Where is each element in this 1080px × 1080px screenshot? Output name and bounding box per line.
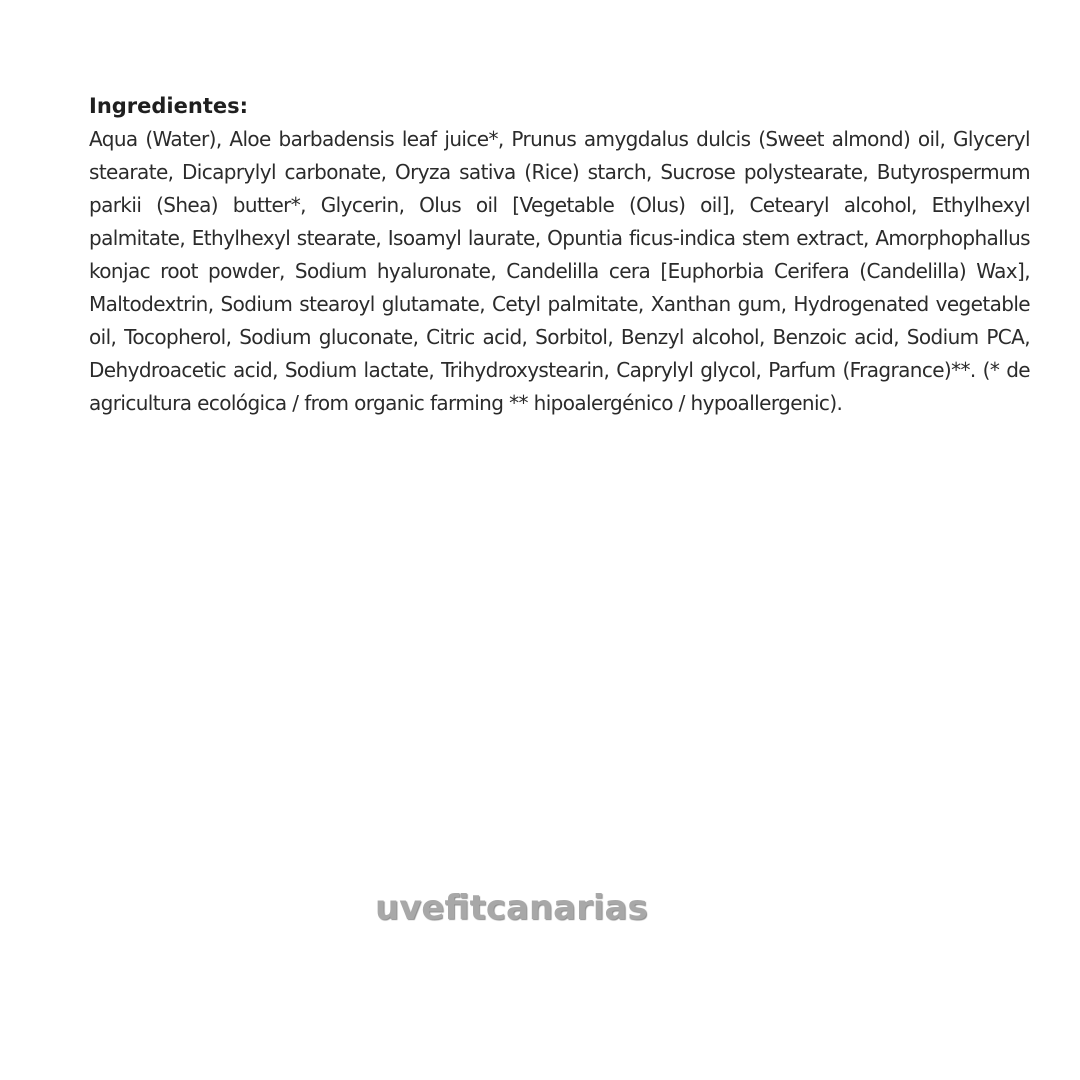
ingredients-section [89,90,1030,420]
ingredients-heading: Ingredientes: [89,94,248,118]
ingredients-text: Aqua (Water), Aloe barbadensis leaf juice*, Prunus amygdalus dulcis (Sweet almond) oil, Glyceryl stearate, Dicaprylyl carbonate, Oryza sativa (Rice) starch, Sucrose polystearate, Butyrospermum parkii (Shea) butter*, Glycerin, Olus oil [Vegetable (Olus) oil], Cetearyl alcohol, Ethylhexyl palmitate, Ethylhexyl stearate, Isoamyl laurate, Opuntia ficus-indica stem extract, Amorphophallus konjac root powder, Sodium hyaluronate, Candelilla cera [Euphorbia Cerifera (Candelilla) Wax], Maltodextrin, Sodium stearoyl glutamate, Cetyl palmitate, Xanthan gum, Hydrogenated vegetable oil, Tocopherol, Sodium gluconate, Citric acid, Sorbitol, Benzyl alcohol, Benzoic acid, Sodium PCA, Dehydroacetic acid, Sodium lactate, Trihydroxystearin, Caprylyl glycol, Parfum (Fragrance)**. (* de agricultura ecológica / from organic farming ** hipoalergénico / hypoallergenic). [89,127,1030,415]
watermark-text: uvefitcanarias [375,888,648,928]
